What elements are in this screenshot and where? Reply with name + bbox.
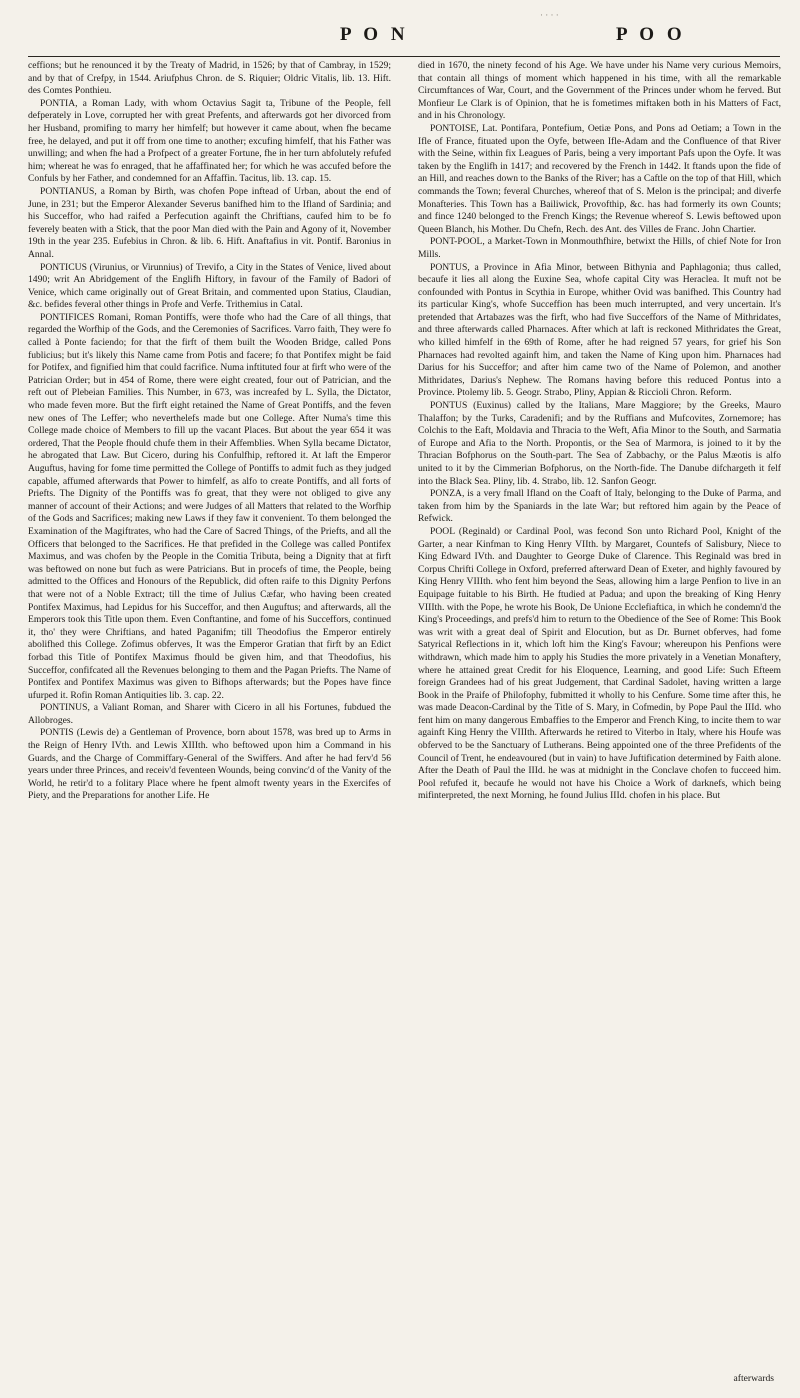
catchword: afterwards [733,1373,774,1384]
entry-pontus: PONTUS, a Province in Afia Minor, between Bithynia and Paphlagonia; thus called, becaufe it lies all along the Euxine Sea, whofe capital City was Heraclea. It muft not be confounded with Pontus in Scythia in Europe, whither Ovid was banifhed. This Country had its particular King's, whofe Succeffion has been much interrupted, and very uncertain. It's pretended that Artabazes was the firft, who had five Succeffors of the Name of Mithridates, and three afterwards called Pharnaces. After which at laft is reckoned Mithridates the Great, who killed himfelf in the 69th of Rome, after he had reigned 57 years, for grief his Son Pharnaces had revolted againft him, and taken the Name of King upon him. Pharnaces had Darius for his Succeffor; and after him came two of the Name of Polemon, and another Mithridates, Darius's Nephew. The Romans having before this reduced Pontus into a Province. Ptolemy lib. 5. Geogr. Strabo, Pliny, Appian & Riccioli Chron. Reform. [418,261,781,399]
entry-pontis: PONTIS (Lewis de) a Gentleman of Provence, born about 1578, was bred up to Arms in the Reign of Henry IVth. and Lewis XIIIth. who beftowed upon him a Command in his Guards, and the Charge of Commiffary-General of the Swiffers. And after he had ferv'd 56 years under three Princes, and receiv'd feventeen Wounds, being convinc'd of the Vanity of the World, he retir'd to a folitary Place where he fpent almoft twenty years in the Exercifes of Piety, and the Preparations for another Life. He [28,727,391,802]
entry-continuation: ceffions; but he renounced it by the Treaty of Madrid, in 1526; by that of Cambray, in 1529; and by that of Crefpy, in 1544. Ariufphus Chron. de S. Riquier; Oldric Vitalis, lib. 13. Hift. des Comtes Ponthieu. [28,60,391,97]
header-left-guideword: P O N [340,24,409,45]
entry-ponticus: PONTICUS (Virunius, or Virunnius) of Trevifo, a City in the States of Venice, lived about 1490; writ An Abridgement of the Englifh Hiftory, in favour of the Family of Badori of Venice, which came originally out of Great Britain, and commented upon Statius, Claudian, &c. befides feveral other things in Profe and Verfe. Trithemius in Catal. [28,261,391,311]
entry-ponza: PONZA, is a very fmall Ifland on the Coaft of Italy, belonging to the Duke of Parma, and taken from him by the Spaniards in the late War; but reftored him again by the Peace of Refwick. [418,488,781,525]
entry-pontinus: PONTINUS, a Valiant Roman, and Sharer with Cicero in all his Fortunes, fubdued the Allobroges. [28,702,391,726]
entry-pontoise: PONTOISE, Lat. Pontifara, Pontefium, Oetiæ Pons, and Pons ad Oetiam; a Town in the Ifle of France, fituated upon the Oyfe, between Ifle-Adam and the Confluence of that River with the Seine, within fix Leagues of Paris, being a very important Pafs upon the Oyfe. It was taken by the Englifh in 1417; and recovered by the French in 1442. It ftands upon the fide of an Hill, and reaches down to the Banks of the River; has a Caftle on the top of that Hill, which commands the Town; feveral Churches, whereof that of S. Melon is the principal; and diverfe Monafteries. This Town has a Bailiwick, Provofthip, &c. has had formerly its own Counts; and fince 1240 belonged to the French Kings; the Revenue whereof S. Lewis beftowed upon Queen Blanch, his Mother. Du Chefn, Rech. des Ant. des Villes de Franc. John Chartier. [418,122,781,235]
header-rule [28,56,780,57]
entry-pontia: PONTIA, a Roman Lady, with whom Octavius Sagit ta, Tribune of the People, fell defperately in Love, corrupted her with great Prefents, and afterwards got her divorced from her Husband, promifing to marry her himfelf; but however it came about, when fhe became free, he delayed, and put it off from one time to another; excufing himfelf, that his Father was unwilling; and when fhe had a Profpect of a greater Fortune, fhe in her turn abfolutely refufed him; whereat he was fo enraged, that he affaffinated her; for which he was accufed before the Confuls by her Father, and condemned for an Affaffin. Tacitus, lib. 13. cap. 15. [28,97,391,185]
entry-pontianus: PONTIANUS, a Roman by Birth, was chofen Pope inftead of Urban, about the end of June, in 231; but the Emperor Alexander Severus banifhed him to the Ifland of Sardinia; and his Succeffor, who had raifed a Perfecution againft the Chriftians, caufed him to be fo feverely beaten with a Stick, that the poor Man died with the Pain and Agony of it, November 19th in the year 235. Eufebius in Chron. & lib. 6. Hift. Anaftafius in vit. Pontif. Baronius in Annal. [28,185,391,260]
print-mark: · · · · [540,10,559,20]
entry-pool-reginald: POOL (Reginald) or Cardinal Pool, was fecond Son unto Richard Pool, Knight of the Garter, a near Kinfman to King Henry VIIth. by Margaret, Countefs of Salisbury, Niece to King Edward IVth. and Daughter to George Duke of Clarence. This Reginald was bred in Corpus Chrifti College in Oxford, preferred afterward Dean of Exeter, and highly favoured by King Henry VIIIth. who fent him beyond the Seas, allowing him a large Penfion to live in an Equipage fuitable to his Birth. He ftudied at Padua; and upon the breaking of King Henry VIIIth. with the Pope, he wrote his Book, De Unione Ecclefiaftica, in which he condemn'd the King's Proceedings, and prefs'd him to return to the Obedience of the See of Rome: This Book was writ with a great deal of Spirit and Elocution, but as Dr. Burnet obferves, had fome Satyrical Reflections in it, which loft him the King's Favour; whereupon his Penfions were withdrawn, which made him to apply his Studies the more privately in a Venetian Monaftery, where he attained great Credit for his Eloquence, Learning, and good Life: Such Efteem foreign Grandees had of his great Judgement, that Cardinal Sadolet, having written a large Book in the Praife of Philofophy, fubmitted it wholly to his Cenfure. Some time after this, he was made Deacon-Cardinal by the Title of S. Mary, in Cofmedin, by Pope Paul the IIId. who fent him on many dangerous Embaffies to the Emperor and French King, to incite them to war againft King Henry the VIIIth. Afterwards he retired to Viterbo in Italy, where his Houfe was obferved to be the Sanctuary of Lutherans. Being appointed one of the three Prefidents of the Council of Trent, he endeavoured (but in vain) to have Juftification determined by Faith alone. After the Death of Paul the IIId. he was at midnight in the Conclave chofen to fucceed him. Pool refufed it, becaufe he would not have his Choice a Work of darknefs, which being mifinterpreted, the next Morning, he found Julius IIId. chofen in his place. But [418,525,781,802]
entry-continuation: died in 1670, the ninety fecond of his Age. We have under his Name very curious Memoirs, that contain all things of moment which happened in his time, with all the remarkable Circumftances of War, Court, and the Government of the Princes under whom he ferved. But Monfieur Le Clark is of Opinion, that he is fometimes miftaken both in his Matters of Fact, and in his Chronology. [418,60,781,122]
left-column [28,60,391,803]
entry-pont-pool: PONT-POOL, a Market-Town in Monmouthfhire, betwixt the Hills, of chief Note for Iron Mills. [418,236,781,260]
right-column [418,60,781,803]
entry-pontifices: PONTIFICES Romani, Roman Pontiffs, were thofe who had the Care of all things, that regarded the Worfhip of the Gods, and the Ceremonies of Sacrifices. Varro faith, They were fo called à Ponte faciendo; for that the firft of them built the Wooden Bridge, called Pons fublicius; but it's likely this Name came from Potis and facere; fo that Pontifex might be faid for Potifex, and fignified him that could facrifice. Numa inftituted four at firft who were of the Patrician Order; but in 454 of Rome, there were eight created, four out of Patrician, and the reft out of Plebeian Families. This Number, in 673, was increafed by L. Sylla, the Dictator, who made feven more. But the firft eight retained the Name of Great Pontiffs, and the feven new ones of The Leffer; who neverthelefs made but one College. After Numa's time this College made choice of Members to fill up the vacant Places. But about the year 654 it was ordered, That the People fhould chufe them in their Affemblies. When Sylla became Dictator, he abrogated that Law. But Cicero, during his Confulfhip, reftored it. At laft the Emperor Auguftus, having for fome time permitted the College of Pontiffs to admit fuch as they judged capable, affumed afterwards that Power to himfelf, as alfo to create Pontiffs, and all forts of Priefts. The Dignity of the Pontiffs was fo great, that they were not obliged to give any manner of account of their Actions; and were Judges of all Matters that related to the Worfhip of the Gods and Sacrifices; making new Laws if they faw it convenient. To them belonged the Examination of the Magiftrates, who had the Care of Sacred Things, of the Priefts, and all the Officers that belonged to the Sacrifices. He that prefided in the College was called Pontifex Maximus, and was chofen by the People in the Comitia Tributa, being a Dignity that at firft was beftowed on none but fuch as were Patricians. But in procefs of time, the People, being admitted to the Offices and Honours of the Republick, did often raife to this Dignity Perfons that were not of a Noble Extract; till the time of Julius Cæfar, who having been created Pontifex Maximus, had Lepidus for his Succeffor, and then Auguftus; and afterwards, all the Emperors took this Title upon them. Even Conftantine, and fome of his Succeffors, continued it, tho' they were Chriftians, and hated Paganifm; till Theodofius the Emperor entirely abolifhed this College. Zofimus obferves, It was the Emperor Gratian that firft by an Edict forbad this Title of Pontifex Maximus fhould be given him, and that Theodofius, his Succeffor, confifcated all the Revenues belonging to them and the Pagan Priefts. The Name of Pontifex and Pontifex Maximus was given to Bifhops afterwards; but the Popes have fince ufurped it. Rofin Roman Antiquities lib. 3. cap. 22. [28,311,391,701]
running-header [0,8,800,54]
entry-pontus-euxinus: PONTUS (Euxinus) called by the Italians, Mare Maggiore; by the Greeks, Mauro Thalaffon; by the Turks, Caradenifi; and by the Ruffians and Mufcovites, Zornemore; has Colchis to the Eaft, Moldavia and Thracia to the Weft, Afia Minor to the South, and Sarmatia of Europe and Afia to the North. Propontis, or the Sea of Marmora, is joined to it by the Thracian Bofphorus on the South-part. The Sea of Zabbachy, or the Palus Mæotis is alfo united to it by the Cimmerian Bofphorus, on the North-fide. The Danube difchargeth it felf into the Black Sea. Pliny, lib. 4. Strabo, lib. 12. Sanfon Geogr. [418,400,781,487]
header-right-guideword: P O O [616,24,686,45]
